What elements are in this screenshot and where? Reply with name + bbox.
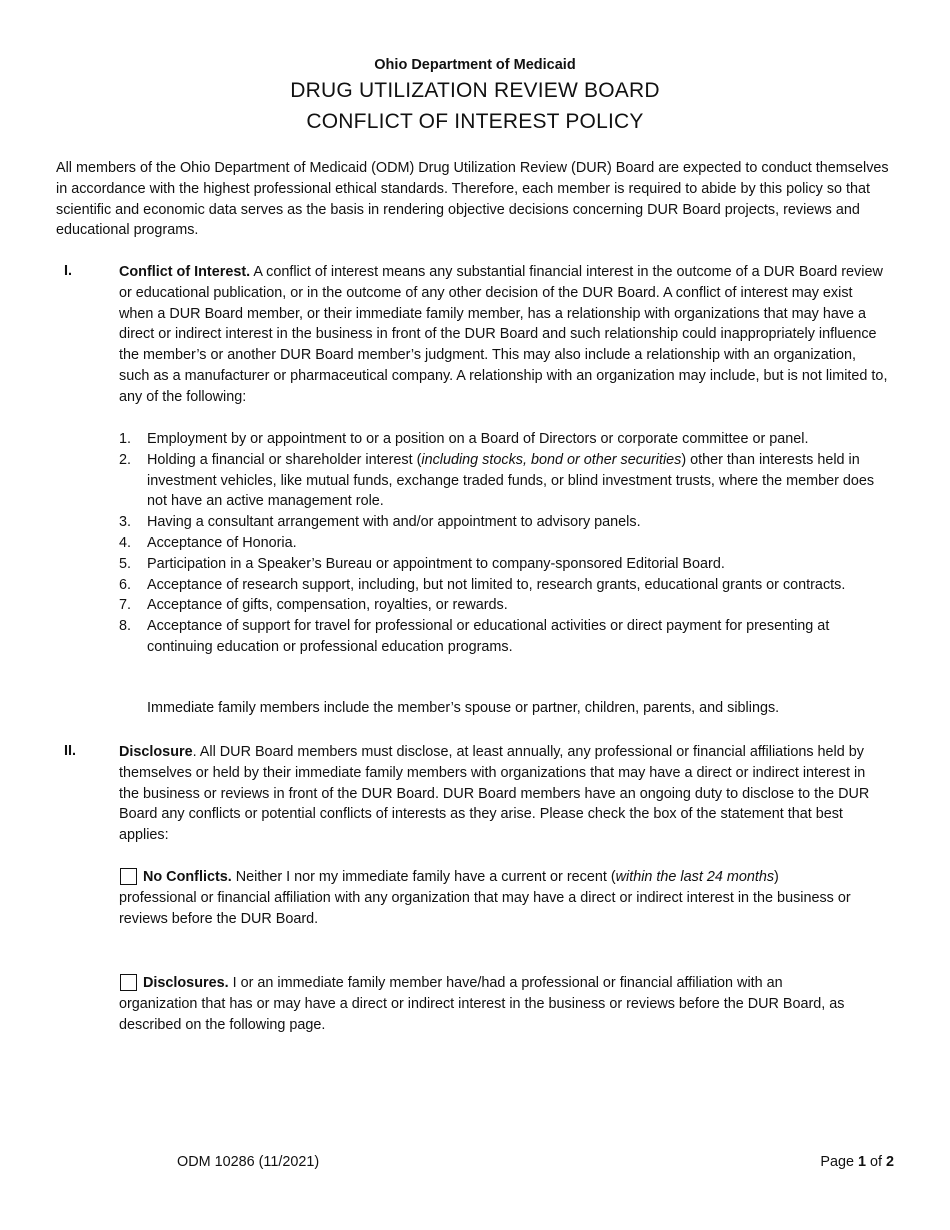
section1-text: A conflict of interest means any substantial financial interest in the outcome of a DUR Board review or educational publication, or in the outcome of any other decision of the DUR Board. A conflict of interest may exist when a DUR Board member, or their immediate family member, has a relationship with organizations that may have a direct or indirect interest in the business in front of the DUR Board and such relationship could inappropriately influence the member’s or another DUR Board member’s judgment. This may also include a relationship with an organization, such as a manufacturer or pharmaceutical company. A relationship with an organization may include, but is not limited to, any of the following: [119,264,888,405]
list-item: 5. Participation in a Speaker’s Bureau or appointment to company-sponsored Editorial Board. [119,555,725,572]
section2-paragraph [119,742,879,846]
section2-heading: Disclosure [119,744,193,760]
no-conflicts-label: No Conflicts. [143,869,232,885]
list-item: 1. Employment by or appointment to or a position on a Board of Directors or corporate committee or panel. [119,431,809,447]
agency-name: Ohio Department of Medicaid [374,57,576,73]
no-conflicts-option: No Conflicts. Neither I nor my immediate family have a current or recent (within the last 24 months) professional or financial affiliation with any organization that may have a direct or indirect interest in the business or reviews before the DUR Board. [119,869,851,927]
list-item: 4. Acceptance of Honoria. [119,534,297,551]
list-item: 6. Acceptance of research support, including, but not limited to, research grants, educational grants or contracts. [119,576,846,593]
section2-numeral: II. [64,743,76,759]
disclosures-label: Disclosures. [143,975,229,991]
document-title-line1: DRUG UTILIZATION REVIEW BOARD [290,79,660,102]
form-number: ODM 10286 (11/2021) [177,1154,320,1170]
intro-paragraph: All members of the Ohio Department of Medicaid (ODM) Drug Utilization Review (DUR) Board are expected to conduct themselves in accordance with the highest professional ethical standards. Therefore, each member is required to abide by this policy so that scientific and economic data serves as the basis in rendering objective decisions concerning DUR Board projects, reviews and educational programs. [56,160,889,239]
list-item: 3. Having a consultant arrangement with and/or appointment to advisory panels. [119,514,641,531]
section1-paragraph [119,262,889,408]
section1-heading: Conflict of Interest. [119,264,251,280]
list-item: 7. Acceptance of gifts, compensation, royalties, or rewards. [119,597,508,614]
affiliation-list [119,429,894,658]
document-title-line2: CONFLICT OF INTEREST POLICY [306,110,644,133]
list-item: 8. Acceptance of support for travel for professional or educational activities or direct payment for presenting at continuing education or professional education programs. [119,618,830,655]
section1-numeral: I. [64,263,72,279]
disclosures-option: Disclosures. I or an immediate family member have/had a professional or financial affiliation with an organization that has or may have a direct or indirect interest in the business or reviews before the DUR Board, as described on the following page. [119,975,845,1033]
page-indicator: Page 1 of 2 [820,1154,894,1170]
list-item: 2. Holding a financial or shareholder interest (including stocks, bond or other securities) other than interests held in investment vehicles, like mutual funds, exchange traded funds, or blind investment trusts, where the member does not have an active management role. [119,451,875,510]
section2-text: . All DUR Board members must disclose, at least annually, any professional or financial affiliations held by themselves or held by their immediate family members with organizations that may have a direct or indirect interest in the business or reviews in front of the DUR Board. DUR Board members have an ongoing duty to disclose to the DUR Board any conflicts or potential conflicts of interests as they arise. Please check the box of the statement that best applies: [119,744,870,844]
family-definition: Immediate family members include the member’s spouse or partner, children, parents, and siblings. [147,700,780,716]
